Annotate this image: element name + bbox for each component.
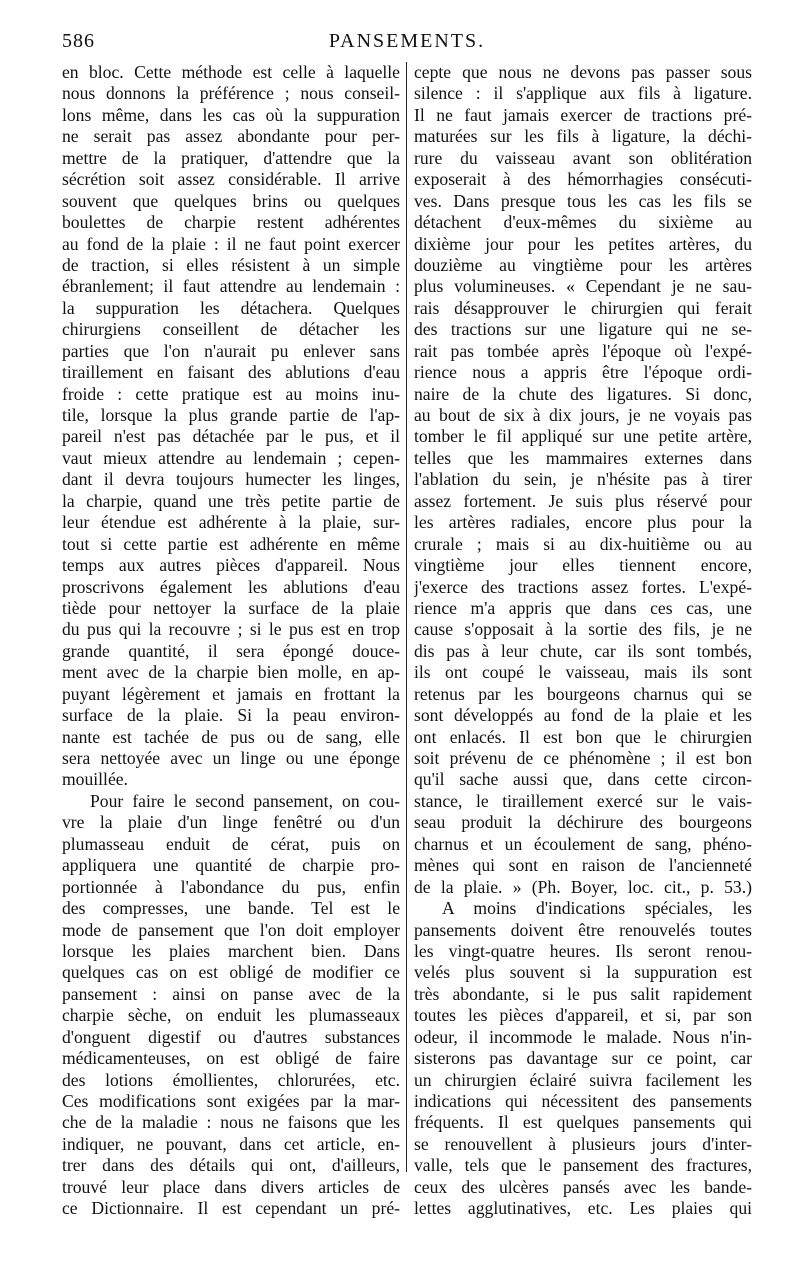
text-line: rience m'a appris que dans ces cas, une (414, 597, 752, 618)
text-line: j'exerce des tractions assez fortes. L'expé- (414, 576, 752, 597)
text-line: sisterons pas davantage sur ce point, car (414, 1048, 752, 1069)
text-line: A moins d'indications spéciales, les (442, 898, 752, 919)
text-line: au bout de six à dix jours, je ne voyais pas (414, 405, 752, 425)
text-line: ne serait pas assez abondante pour per- (62, 126, 400, 147)
text-line: quelques cas on est obligé de modifier ce (62, 962, 400, 983)
text-line: froide : cette pratique est au moins inu- (62, 383, 400, 404)
text-line: ceux des ulcères pansés avec les bande- (414, 1176, 752, 1197)
text-line: de la plaie. » (Ph. Boyer, loc. cit., p. 53.) (414, 876, 752, 897)
text-line: souvent que quelques brins ou quelques (62, 190, 400, 211)
text-line: lons même, dans les cas où la suppuration (62, 104, 400, 125)
page-header (62, 30, 752, 54)
text-line: Ces modifications sont exigées par la mar- (62, 1091, 400, 1111)
text-line: sera nettoyée avec un linge ou une éponge (62, 748, 400, 768)
text-line: pansement : ainsi on panse avec de la (62, 983, 400, 1004)
text-line: maturées sur les fils à ligature, la déchi- (414, 126, 752, 147)
text-line: proscrivons également les ablutions d'eau (62, 576, 400, 597)
text-line: crurale ; mais si au dix-huitième ou au (414, 533, 752, 554)
text-line: leur étendue est adhérente à la plaie, sur- (62, 512, 400, 533)
text-line: silence : il s'applique aux fils à ligature. (414, 83, 752, 104)
text-line: vre la plaie d'un linge fenêtré ou d'un (62, 812, 400, 833)
text-line: ébranlement; il faut attendre au lendemain : (62, 276, 400, 297)
text-line: indications qui nécessitent des pansements (414, 1091, 752, 1111)
text-line: de traction, si elles résistent à un simple (62, 254, 400, 275)
page-number: 586 (62, 30, 95, 52)
text-line: rience nous a appris être l'époque ordi- (414, 362, 752, 383)
text-line: nous donnons la préférence ; nous conseil- (62, 83, 400, 104)
text-line: très abondante, si le pus salit rapidement (414, 983, 752, 1004)
text-line: exposerait à des hémorrhagies consécuti- (414, 169, 752, 190)
text-line: cause s'opposait à la sortie des fils, je ne (414, 619, 752, 640)
text-line: l'ablation du sein, je n'hésite pas à tirer (414, 469, 752, 490)
text-line: tiraillement en faisant des ablutions d'eau (62, 362, 400, 383)
text-line: qu'il sache aussi que, dans cette circon- (414, 769, 752, 790)
text-line: des lotions émollientes, chlorurées, etc. (62, 1069, 400, 1090)
text-line: dis pas à leur chute, car ils sont tombés, (414, 640, 752, 661)
text-line: portionnée à l'abondance du pus, enfin (62, 876, 400, 897)
text-line: mode de pansement que l'on doit employer (62, 919, 400, 940)
text-line: un chirurgien éclairé suivra facilement les (414, 1069, 752, 1090)
text-line: les artères radiales, encore plus pour la (414, 512, 752, 533)
text-line: plumasseau enduit de cérat, puis on (62, 833, 400, 854)
text-line: vingtième jour elles tiennent encore, (414, 555, 752, 576)
text-line: stance, le tiraillement exercé sur le vais- (414, 790, 752, 811)
text-line: sont développés au fond de la plaie et les (414, 705, 752, 726)
text-line: la charpie, quand une très petite partie de (62, 490, 400, 511)
text-line: cepte que nous ne devons pas passer sous (414, 62, 752, 82)
text-line: Il ne faut jamais exercer de tractions pré- (414, 104, 752, 125)
text-line: appliquera une quantité de charpie pro- (62, 855, 400, 876)
text-line: temps aux autres pièces d'appareil. Nous (62, 555, 400, 576)
text-line: naire de la chute des ligatures. Si donc, (414, 383, 752, 404)
text-line: fréquents. Il est quelques pansements qui (414, 1112, 752, 1133)
text-line: chirurgiens conseillent de détacher les (62, 319, 400, 340)
text-line: dixième jour pour les petites artères, du (414, 233, 752, 254)
text-line: ils ont coupé le vaisseau, mais ils sont (414, 662, 752, 683)
text-line: ce Dictionnaire. Il est cependant un pré- (62, 1198, 400, 1219)
running-title: PANSEMENTS. (328, 30, 486, 52)
text-line: trouvé leur place dans divers articles de (62, 1176, 400, 1197)
text-line: des compresses, une bande. Tel est le (62, 898, 400, 919)
text-line: médicamenteuses, on est obligé de faire (62, 1048, 400, 1069)
text-line: rait pas tombée après l'époque où l'expé- (414, 340, 752, 361)
text-line: douzième au vingtième pour les artères (414, 254, 752, 275)
text-line: mènes qui sont en raison de l'ancienneté (414, 855, 752, 876)
text-line: surface de la plaie. Si la peau environ- (62, 705, 400, 726)
text-line: seau produit la déchirure des bourgeons (414, 812, 752, 833)
text-line: mettre de la pratiquer, d'attendre que la (62, 147, 400, 168)
text-line: lettes agglutinatives, etc. Les plaies qui (414, 1198, 752, 1219)
text-line: tomber le fil appliqué sur une petite artère, (414, 426, 752, 447)
text-line: lorsque les plaies marchent bien. Dans (62, 940, 400, 961)
text-line: en bloc. Cette méthode est celle à laquelle (62, 62, 400, 82)
text-line: charnus et un écoulement de sang, phéno- (414, 833, 752, 854)
text-line: odeur, il incommode le malade. Nous n'in- (414, 1026, 752, 1047)
text-line: des tractions sur une ligature qui ne se- (414, 319, 752, 340)
text-line: détachent d'eux-mêmes du sixième au (414, 212, 752, 233)
text-line: ves. Dans presque tous les cas les fils se (414, 190, 752, 211)
text-line: rais désapprouver le chirurgien qui ferait (414, 297, 752, 318)
text-line: ment avec de la charpie bien molle, en ap- (62, 662, 400, 683)
text-line: toutes les pièces d'appareil, et si, par son (414, 1005, 752, 1026)
text-line: sécrétion soit assez considérable. Il arrive (62, 169, 400, 190)
text-line: velés plus souvent si la suppuration est (414, 962, 752, 983)
text-line: tout si cette partie est adhérente en même (62, 533, 400, 554)
text-line: trer dans des détails qui ont, d'ailleurs, (62, 1155, 400, 1176)
text-line: ont enlacés. Il est bon que le chirurgien (414, 726, 752, 747)
text-line: boulettes de charpie restent adhérentes (62, 212, 400, 233)
text-line: du pus qui la recouvre ; si le pus est en trop (62, 619, 400, 640)
text-line: telles que les mammaires externes dans (414, 447, 752, 468)
text-line: puyant légèrement et jamais en frottant la (62, 683, 400, 704)
text-line: soit prévenu de ce phénomène ; il est bon (414, 748, 752, 768)
text-line: d'onguent digestif ou d'autres substances (62, 1026, 400, 1047)
text-line: tiède pour nettoyer la surface de la plaie (62, 597, 400, 618)
text-line: plus volumineuses. « Cependant je ne sau- (414, 276, 752, 297)
text-line: dant il devra toujours humecter les linges, (62, 469, 400, 490)
right-column (414, 62, 752, 1220)
text-line: parties que l'on n'aurait pu enlever sans (62, 340, 400, 361)
text-line: vaut mieux attendre au lendemain ; cepen- (62, 447, 400, 468)
text-line: tile, lorsque la plus grande partie de l'ap- (62, 405, 400, 425)
text-line: rure du vaisseau avant son oblitération (414, 147, 752, 168)
text-line: Pour faire le second pansement, on cou- (90, 790, 400, 811)
text-line: valle, tels que le pansement des fractures, (414, 1155, 752, 1176)
text-line: au fond de la plaie : il ne faut point exercer (62, 233, 400, 254)
text-line: la suppuration les détachera. Quelques (62, 297, 400, 318)
text-line: assez fortement. Je suis plus réservé pour (414, 490, 752, 511)
left-column (62, 62, 400, 1220)
text-line: se renouvellent à plusieurs jours d'inter- (414, 1133, 752, 1154)
text-line: retenus par les bourgeons charnus qui se (414, 683, 752, 704)
text-line: nante est tachée de pus ou de sang, elle (62, 726, 400, 747)
text-line: grande quantité, il sera épongé douce- (62, 640, 400, 661)
text-line: che de la maladie : nous ne faisons que les (62, 1112, 400, 1133)
text-line: pansements doivent être renouvelés toutes (414, 919, 752, 940)
text-line: mouillée. (62, 769, 128, 790)
text-line: pareil n'est pas détachée par le pus, et il (62, 426, 400, 447)
text-line: indiquer, ne pouvant, dans cet article, en- (62, 1133, 400, 1154)
text-line: charpie sèche, on enduit les plumasseaux (62, 1005, 400, 1026)
column-divider (406, 62, 407, 1172)
text-line: les vingt-quatre heures. Ils seront renou- (414, 940, 752, 961)
